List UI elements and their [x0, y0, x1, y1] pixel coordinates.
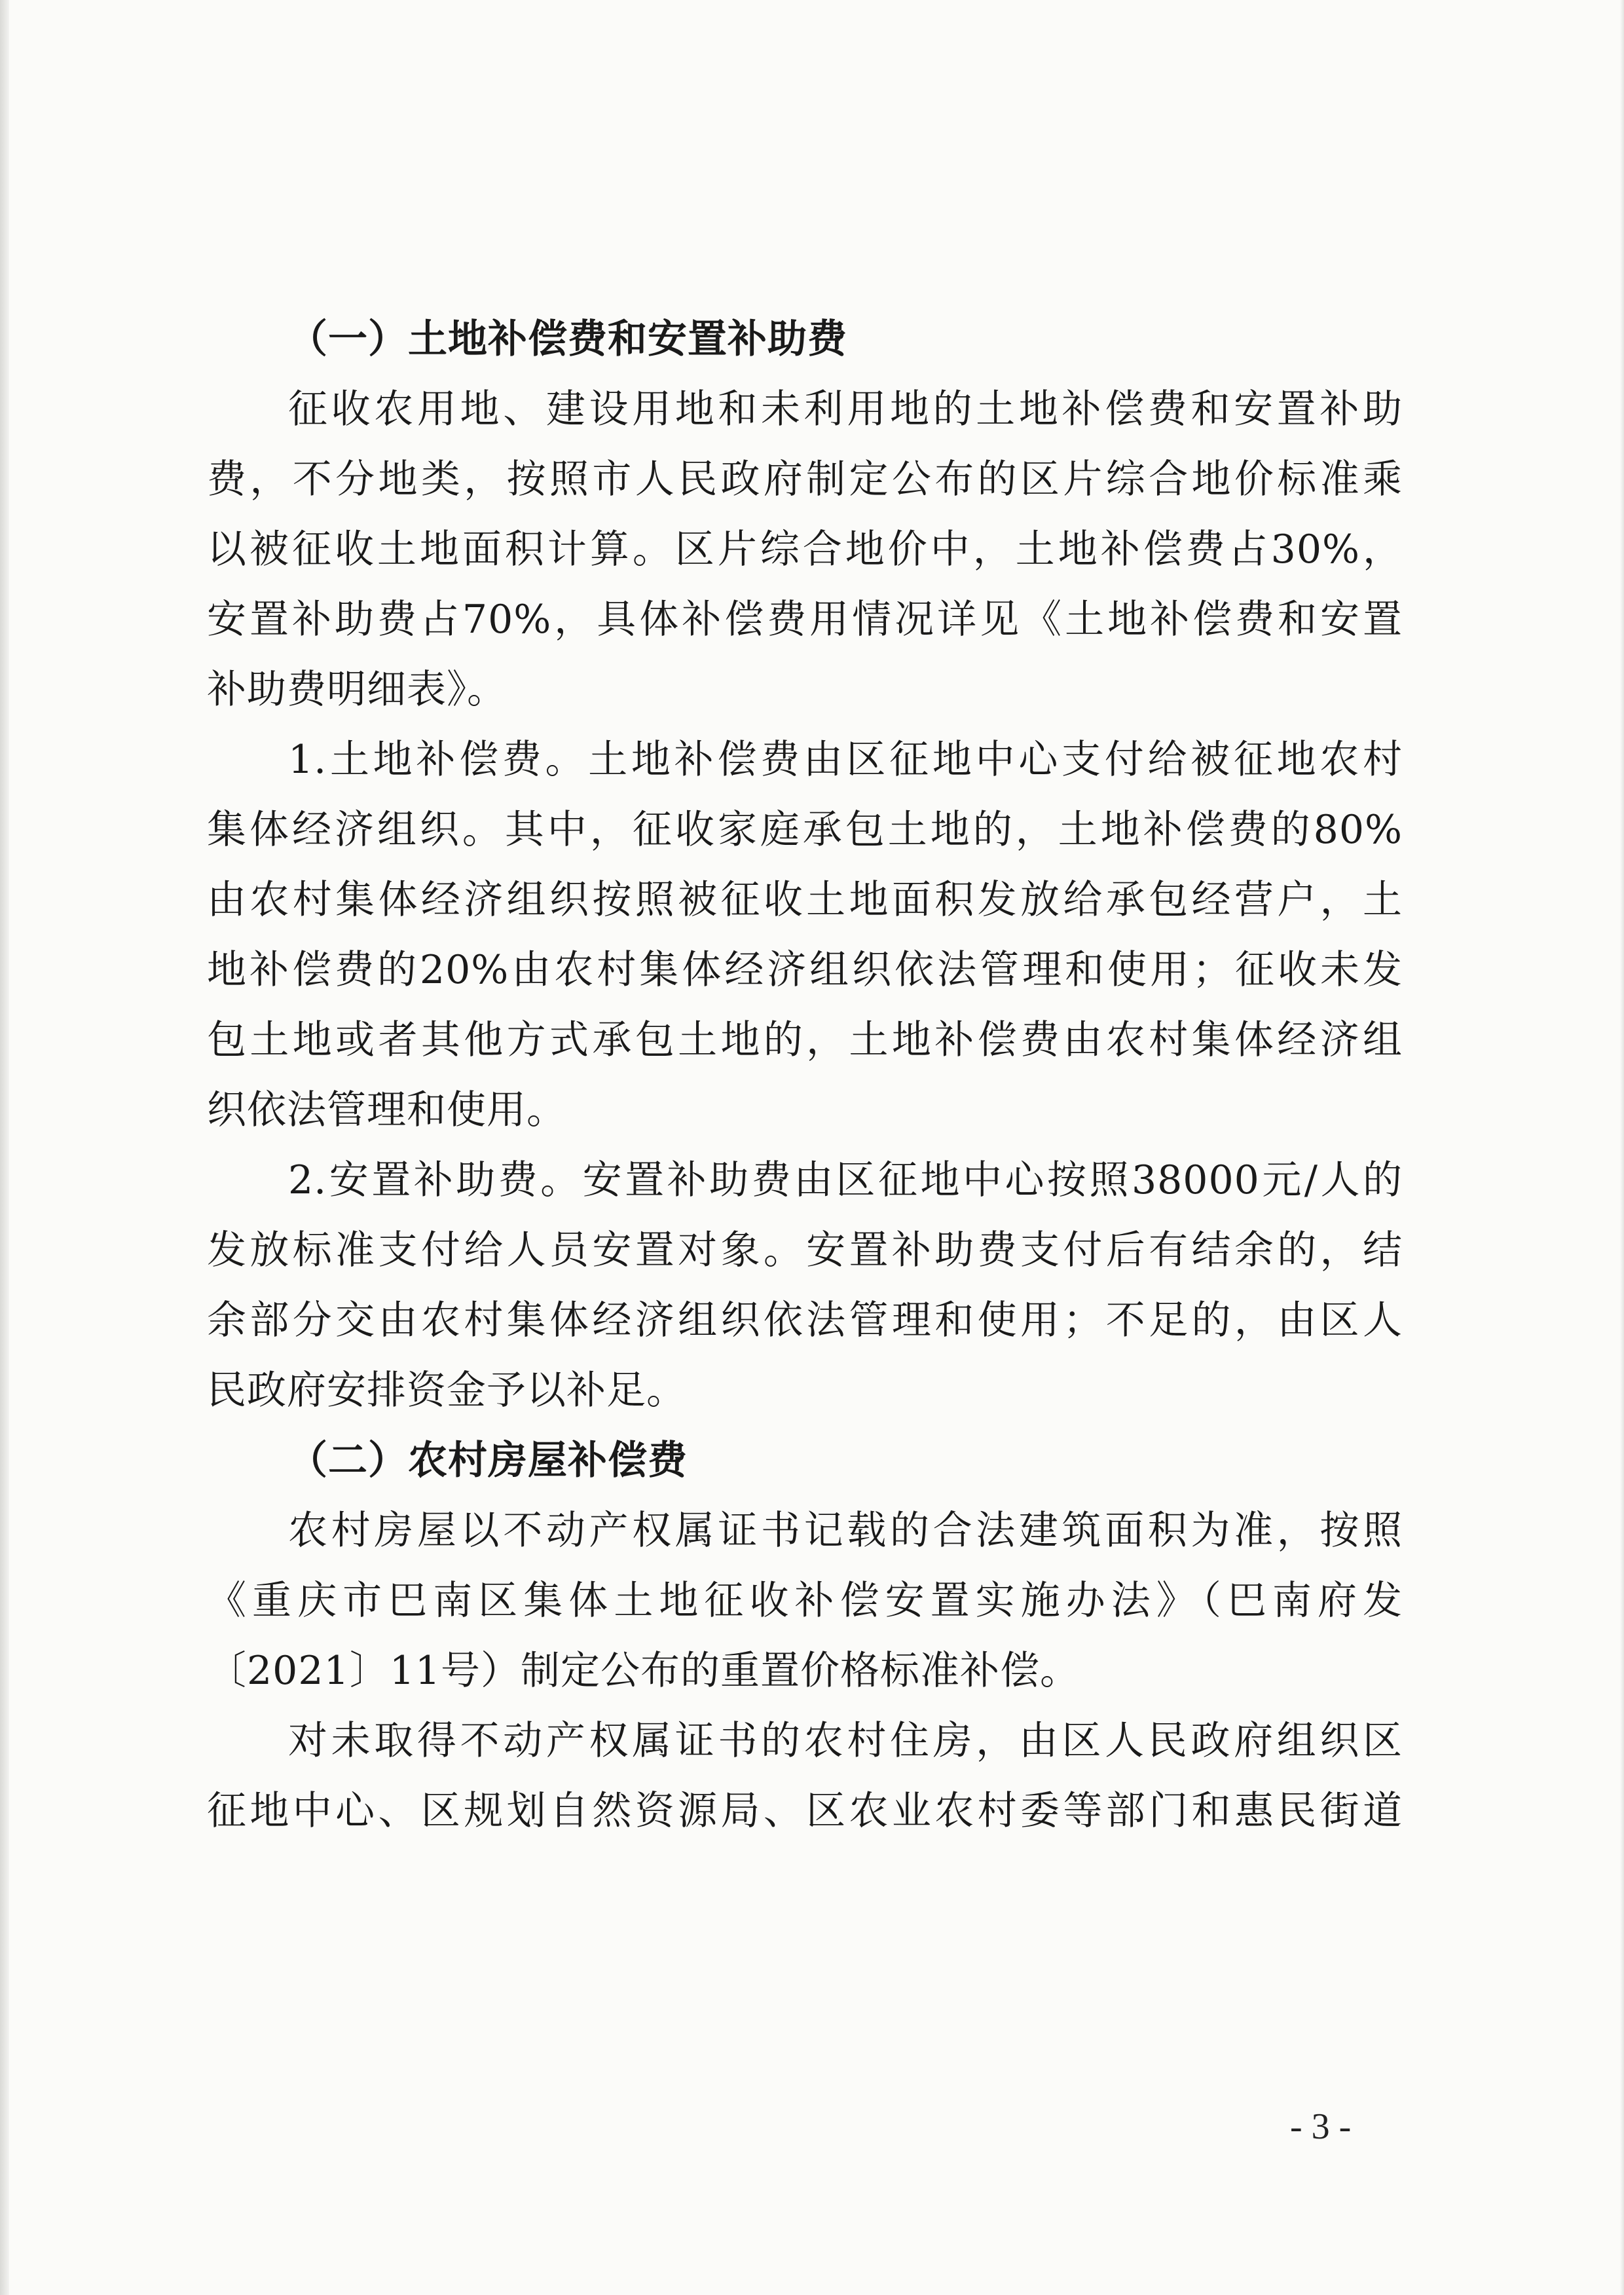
paragraph-line: 以被征收土地面积计算。区片综合地价中，土地补偿费占30%， — [207, 527, 1403, 572]
section-heading-2: （二）农村房屋补偿费 — [288, 1438, 688, 1483]
paragraph-line: 安置补助费占70%，具体补偿费用情况详见《土地补偿费和安置 — [207, 597, 1403, 643]
paragraph-line: 补助费明细表》。 — [207, 667, 507, 713]
paragraph-line: 〔2021〕11号）制定公布的重置价格标准补偿。 — [207, 1648, 1080, 1694]
paragraph-line: 织依法管理和使用。 — [207, 1087, 566, 1133]
section-heading-1: （一）土地补偿费和安置补助费 — [288, 316, 847, 362]
paragraph-line: 包土地或者其他方式承包土地的，土地补偿费由农村集体经济组 — [207, 1017, 1403, 1063]
paragraph-line: 由农村集体经济组织按照被征收土地面积发放给承包经营户，土 — [207, 877, 1403, 923]
paragraph-line: 集体经济组织。其中，征收家庭承包土地的，土地补偿费的80% — [207, 807, 1403, 853]
paragraph-line: 地补偿费的20%由农村集体经济组织依法管理和使用；征收未发 — [207, 947, 1403, 993]
paragraph-line: 余部分交由农村集体经济组织依法管理和使用；不足的，由区人 — [207, 1297, 1403, 1343]
page-number: - 3 - — [1290, 2106, 1352, 2147]
paragraph-line: 征收农用地、建设用地和未利用地的土地补偿费和安置补助 — [288, 386, 1403, 432]
paragraph-line: 费，不分地类，按照市人民政府制定公布的区片综合地价标准乘 — [207, 457, 1403, 502]
paragraph-line: 对未取得不动产权属证书的农村住房，由区人民政府组织区 — [288, 1718, 1403, 1764]
paragraph-line: 《重庆市巴南区集体土地征收补偿安置实施办法》（巴南府发 — [207, 1578, 1403, 1624]
paragraph-line: 1.土地补偿费。土地补偿费由区征地中心支付给被征地农村 — [288, 737, 1403, 783]
paragraph-line: 民政府安排资金予以补足。 — [207, 1368, 686, 1413]
paragraph-line: 发放标准支付给人员安置对象。安置补助费支付后有结余的，结 — [207, 1227, 1403, 1273]
scan-right-edge — [1620, 0, 1624, 2295]
scan-left-edge — [0, 0, 9, 2295]
document-body — [207, 305, 1403, 1846]
paragraph-line: 征地中心、区规划自然资源局、区农业农村委等部门和惠民街道 — [207, 1788, 1403, 1834]
paragraph-line: 农村房屋以不动产权属证书记载的合法建筑面积为准，按照 — [288, 1508, 1403, 1554]
paragraph-line: 2.安置补助费。安置补助费由区征地中心按照38000元/人的 — [288, 1157, 1403, 1203]
